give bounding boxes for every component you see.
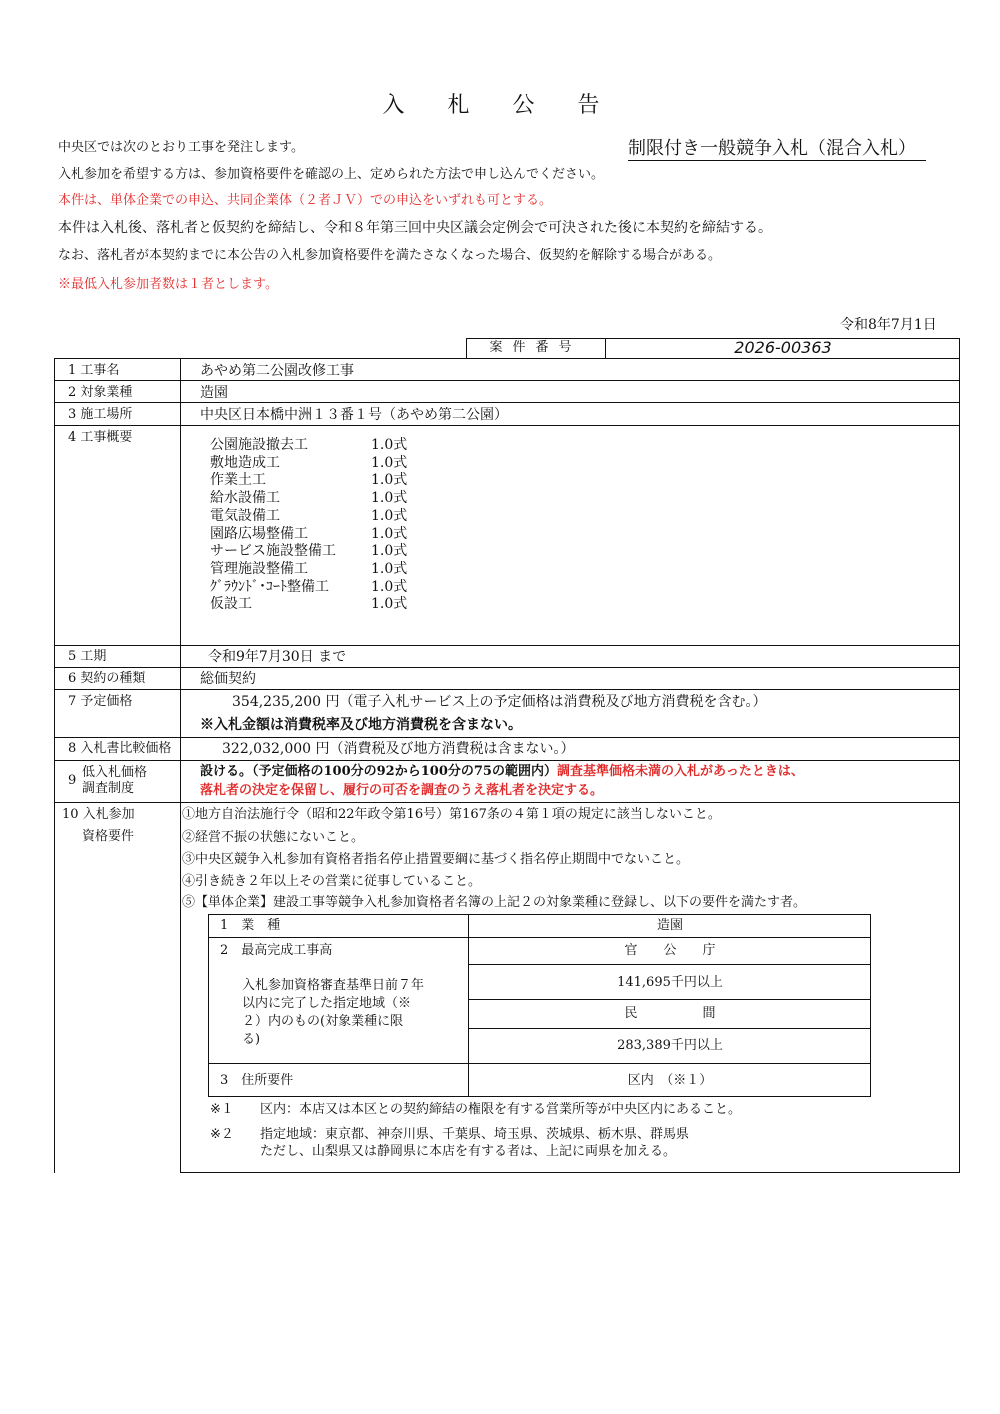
requirement-5: ⑤【単体企業】建設工事等競争入札参加資格者名簿の上記２の対象業種に登録し、以下の要件を満たす者。 [182,895,807,910]
requirement-4: ④引き続き２年以上その営業に従事していること。 [182,874,482,889]
work-item-name: 作業土工 [210,472,266,489]
intro-line-2: 入札参加を希望する方は、参加資格要件を確認の上、定められた方法で申し込んでください。 [58,167,605,182]
contract-type: 総価契約 [200,671,256,687]
work-item-quantity: 1.0式 [371,472,408,489]
work-item-name: 電気設備工 [210,507,280,524]
row-label-business-type: 2 対象業種 [68,385,133,400]
note-2-mark: ※２ [210,1127,234,1142]
note-1-text: 区内：本店又は本区との契約締結の権限を有する営業所等が中央区内にあること。 [260,1102,742,1117]
row-label-qualification-2: 資格要件 [82,829,135,844]
inner-row-divider [468,964,871,965]
inner-row-divider [208,937,871,938]
table-left-border [54,358,55,1173]
inner-private-value: 283,389千円以上 [617,1038,723,1053]
work-item-quantity: 1.0式 [371,578,408,595]
intro-line-1: 中央区では次のとおり工事を発注します。 [58,140,304,155]
work-item-quantity: 1.0式 [371,490,408,507]
work-item-quantity: 1.0式 [371,596,408,613]
inner-max-sales-desc-2: 以内に完了した指定地域（※ [242,996,412,1011]
work-item-quantity: 1.0式 [371,543,408,560]
inner-max-sales-desc-3: ２）内のもの(対象業種に限 [242,1014,404,1029]
comparison-price: 322,032,000 円（消費税及び地方消費税は含まない。） [222,741,575,757]
work-item-quantity: 1.0式 [371,507,408,524]
bid-type: 制限付き一般競争入札（混合入札） [628,134,926,161]
inner-address-value: 区内 （※１） [627,1073,713,1088]
inner-max-sales-desc-4: る) [242,1032,261,1047]
inner-private-label: 民 間 [624,1006,716,1021]
inner-business-label: 1 業 種 [220,918,281,933]
note-2-text-2: ただし、山梨県又は静岡県に本店を有する者は、上記に両県を加える。 [260,1144,677,1159]
low-bid-text-line-2: 落札者の決定を保留し、履行の可否を調査のうえ落札者を決定する。 [200,783,604,798]
business-type: 造園 [200,385,228,401]
construction-period: 令和9年7月30日 まで [208,649,347,665]
case-number-label: 案件番号 [466,338,606,358]
work-item-name: 仮設工 [210,596,252,613]
row-divider [54,402,960,403]
row-label-construction-name: 1 工事名 [68,363,120,378]
inner-gov-value: 141,695千円以上 [617,975,723,990]
row-divider [54,737,960,738]
work-item-name: 敷地造成工 [210,454,280,471]
row-label-low-bid-number: 9 [68,773,77,788]
row-label-qualification-1: 10 入札参加 [62,807,135,822]
row-label-overview: 4 工事概要 [68,430,133,445]
notice-date: 令和8年7月1日 [840,317,937,333]
row-label-contract-type: 6 契約の種類 [68,671,146,686]
work-item-quantity: 1.0式 [371,437,408,453]
inner-business-value: 造園 [656,918,683,933]
case-number: 2026-00363 [734,338,832,357]
work-item-name: 公園施設撤去工 [210,437,308,453]
construction-name: あやめ第二公園改修工事 [200,363,354,379]
work-item-name: サービス施設整備工 [210,543,336,560]
work-item-quantity: 1.0式 [371,525,408,542]
inner-row-divider [468,1028,871,1029]
planned-price: 354,235,200 円（電子入札サービス上の予定価格は消費税及び地方消費税を含む。） [232,694,767,710]
row-divider [54,802,960,803]
row-divider [54,667,960,668]
low-bid-text-1a: 設ける。（予定価格の100分の92から100分の75の範囲内） [200,764,557,779]
page-title: 入 札 公 告 [382,93,618,118]
work-item-name: 給水設備工 [210,490,280,507]
row-label-period: 5 工期 [68,649,107,664]
intro-line-3: 本件は、単体企業での申込、共同企業体（２者ＪＶ）での申込をいずれも可とする。 [58,193,553,208]
requirement-3: ③中央区競争入札参加有資格者指名停止措置要綱に基づく指名停止期間中でないこと。 [182,852,690,867]
intro-line-5: なお、落札者が本契約までに本公告の入札参加資格要件を満たさなくなった場合、仮契約を解除する場合がある。 [58,248,722,263]
work-item-name: ｸﾞﾗｳﾝﾄﾞ･ｺｰﾄ整備工 [210,578,329,595]
low-bid-text-1b: 調査基準価格未満の入札があったときは、 [556,764,804,779]
requirement-2: ②経営不振の状態にないこと。 [182,830,365,845]
table-bottom-border [180,1172,960,1173]
note-1-mark: ※１ [210,1102,234,1117]
inner-address-label: 3 住所要件 [220,1073,294,1088]
row-label-location: 3 施工場所 [68,407,133,422]
row-label-low-bid-1: 低入札価格 [82,765,148,780]
low-bid-text-line-1 [200,763,804,781]
inner-gov-label: 官 公 庁 [624,943,716,958]
row-divider [54,760,960,761]
work-item-quantity: 1.0式 [371,560,408,577]
work-item-name: 管理施設整備工 [210,560,308,577]
row-divider [54,645,960,646]
row-label-low-bid-2: 調査制度 [82,781,135,796]
work-item-name: 園路広場整備工 [210,525,308,542]
inner-row-divider [208,1063,871,1064]
intro-line-4: 本件は入札後、落札者と仮契約を締結し、令和８年第三回中央区議会定例会で可決された後に本契約を締結する。 [58,220,772,236]
inner-max-sales-label: 2 最高完成工事高 [220,943,333,958]
row-label-planned-price: 7 予定価格 [68,694,133,709]
construction-location: 中央区日本橋中洲１３番１号（あやめ第二公園） [200,407,508,423]
inner-row-divider [468,999,871,1000]
row-divider [54,425,960,426]
row-label-comparison-price: 8 入札書比較価格 [68,741,172,756]
table-column-divider [180,358,181,1173]
requirement-1: ①地方自治法施行令（昭和22年政令第16号）第167条の４第１項の規定に該当しないこと。 [182,807,721,822]
inner-max-sales-desc-1: 入札参加資格審査基準日前７年 [242,978,425,993]
row-divider [54,689,960,690]
work-item-quantity: 1.0式 [371,454,408,471]
row-divider [54,380,960,381]
intro-line-6: ※最低入札参加者数は１者とします。 [58,277,278,292]
planned-price-note: ※入札金額は消費税率及び地方消費税を含まない。 [200,717,522,733]
note-2-text: 指定地域：東京都、神奈川県、千葉県、埼玉県、茨城県、栃木県、群馬県 [260,1127,690,1142]
